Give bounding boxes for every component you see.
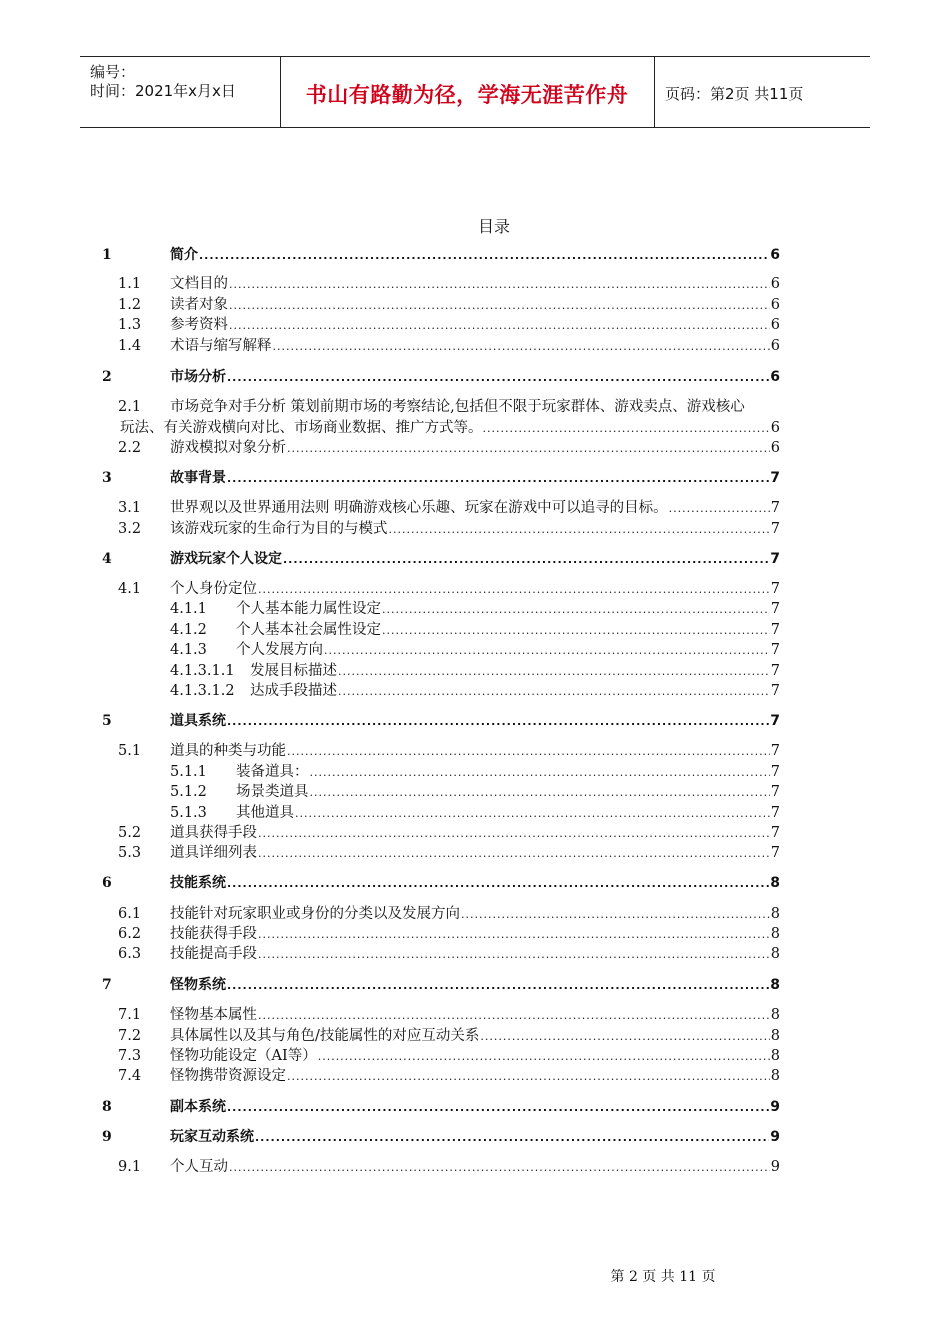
toc-leader-dots [283, 550, 769, 570]
document-date-label: 时间：2021年x月x日 [90, 82, 236, 100]
toc-entry-title: 道具的种类与功能 [170, 743, 286, 759]
toc-entry-page: 6 [770, 317, 780, 333]
toc-entry[interactable] [0, 782, 780, 802]
toc-entry-page: 7 [770, 551, 780, 567]
toc-entry-title: 玩家互动系统 [170, 1129, 254, 1145]
toc-entry-number: 5.1.2 [170, 784, 207, 800]
toc-entry-number: 7 [102, 977, 112, 993]
toc-entry[interactable] [0, 803, 780, 823]
toc-entry-number: 5.2 [118, 825, 142, 841]
toc-entry-number: 2.2 [118, 440, 142, 456]
toc-entry-page: 7 [770, 521, 780, 537]
toc-leader-dots [287, 1067, 770, 1087]
toc-leader-dots [199, 246, 769, 266]
toc-entry-page: 7 [770, 784, 780, 800]
toc-entry-number: 7.4 [118, 1068, 142, 1084]
toc-leader-dots [227, 469, 769, 489]
toc-entry[interactable] [0, 904, 780, 924]
toc-entry-number: 6 [102, 875, 112, 891]
toc-entry-page: 7 [770, 825, 780, 841]
toc-leader-dots [389, 520, 770, 540]
toc-entry-title: 个人发展方向 [236, 642, 323, 658]
toc-entry-number: 1.3 [118, 317, 142, 333]
toc-entry[interactable] [0, 367, 780, 387]
toc-entry-page: 7 [770, 845, 780, 861]
toc-leader-dots [258, 824, 770, 844]
toc-entry[interactable] [0, 1005, 780, 1025]
toc-entry-title: 市场分析 [170, 369, 226, 385]
toc-entry[interactable] [0, 640, 780, 660]
toc-entry-number: 1.4 [118, 338, 142, 354]
toc-entry[interactable] [0, 1046, 780, 1066]
toc-entry-title: 术语与缩写解释 [170, 338, 272, 354]
toc-entry-page: 6 [770, 276, 780, 292]
toc-entry-page: 8 [770, 1007, 780, 1023]
toc-entry-number: 2 [102, 369, 112, 385]
toc-entry-page: 6 [770, 420, 780, 436]
toc-leader-dots [669, 499, 770, 519]
toc-entry[interactable] [0, 843, 780, 863]
toc-entry-number: 1.2 [118, 297, 142, 313]
toc-entry-title: 副本系统 [170, 1099, 226, 1115]
toc-entry-title: 玩法、有关游戏横向对比、市场商业数据、推广方式等。 [120, 420, 483, 436]
toc-leader-dots [258, 1006, 770, 1026]
toc-entry-number: 1 [102, 247, 112, 263]
toc-entry-number: 4.1.3 [170, 642, 207, 658]
toc-entry-number: 7.1 [118, 1007, 142, 1023]
header-motto: 书山有路勤为径，学海无涯苦作舟 [305, 83, 629, 107]
toc-entry-title: 文档目的 [170, 276, 228, 292]
header-middle-cell [280, 57, 655, 127]
toc-entry-title: 故事背景 [170, 470, 226, 486]
toc-entry-page: 7 [770, 470, 780, 486]
toc-entry-title: 道具系统 [170, 713, 226, 729]
toc-entry-number: 5 [102, 713, 112, 729]
toc-entry-page: 8 [770, 926, 780, 942]
toc-entry[interactable] [0, 1157, 780, 1177]
toc-entry[interactable] [0, 620, 780, 640]
toc-entry-number: 4.1.3.1.2 [170, 683, 235, 699]
toc-title: 目录 [477, 217, 510, 236]
toc-entry-page: 6 [770, 247, 780, 263]
toc-entry-page: 7 [770, 581, 780, 597]
toc-entry[interactable] [0, 468, 780, 488]
toc-entry-number: 1.1 [118, 276, 142, 292]
toc-entry-page: 8 [770, 875, 780, 891]
toc-entry-title: 道具详细列表 [170, 845, 257, 861]
header-right-cell [655, 57, 870, 127]
toc-entry[interactable] [0, 315, 780, 335]
toc-leader-dots [273, 337, 770, 357]
toc-leader-dots [255, 1128, 769, 1148]
toc-entry-title: 简介 [170, 247, 198, 263]
toc-entry[interactable] [0, 762, 780, 782]
toc-leader-dots [318, 1047, 770, 1067]
toc-entry[interactable] [0, 549, 780, 569]
toc-entry-number: 2.1 [118, 399, 142, 415]
toc-leader-dots [295, 804, 770, 824]
toc-entry-number: 8 [102, 1099, 112, 1115]
toc-entry[interactable] [0, 274, 780, 294]
toc-entry-number: 9 [102, 1129, 112, 1145]
document-number-label: 编号： [90, 63, 136, 81]
toc-entry-number: 3 [102, 470, 112, 486]
toc-entry-number: 6.3 [118, 946, 142, 962]
toc-leader-dots [227, 976, 769, 996]
toc-entry-title: 个人互动 [170, 1159, 228, 1175]
toc-entry-title: 怪物携带资源设定 [170, 1068, 286, 1084]
toc-entry-number: 7.3 [118, 1048, 142, 1064]
toc-entry[interactable] [0, 1127, 780, 1147]
toc-entry-title: 达成手段描述 [250, 683, 337, 699]
toc-entry-page: 7 [770, 500, 780, 516]
toc-entry-title: 怪物基本属性 [170, 1007, 257, 1023]
toc-entry-page: 7 [770, 622, 780, 638]
toc-leader-dots [227, 1098, 769, 1118]
toc-leader-dots [229, 1158, 770, 1178]
toc-entry-title: 个人身份定位 [170, 581, 257, 597]
toc-leader-dots [229, 275, 770, 295]
toc-entry-title: 技能系统 [170, 875, 226, 891]
toc-entry-title: 市场竞争对手分析 策划前期市场的考察结论,包括但不限于玩家群体、游戏卖点、游戏核心 [170, 399, 745, 415]
toc-entry-number: 7.2 [118, 1028, 142, 1044]
toc-entry[interactable] [0, 681, 780, 701]
toc-leader-dots [258, 925, 770, 945]
toc-entry[interactable] [0, 661, 780, 681]
toc-entry-page: 8 [770, 1068, 780, 1084]
toc-entry-page: 7 [770, 764, 780, 780]
toc-leader-dots [310, 783, 770, 803]
toc-leader-dots [287, 742, 770, 762]
toc-entry-page: 8 [770, 977, 780, 993]
toc-entry-page: 8 [770, 906, 780, 922]
toc-entry-number: 3.1 [118, 500, 142, 516]
toc-entry-number: 4.1.3.1.1 [170, 663, 235, 679]
toc-entry-page: 7 [770, 683, 780, 699]
toc-entry-number: 4.1.1 [170, 601, 207, 617]
toc-entry-title: 个人基本社会属性设定 [236, 622, 381, 638]
toc-entry-title: 技能提高手段 [170, 946, 257, 962]
toc-leader-dots [229, 296, 770, 316]
toc-entry-page: 6 [770, 297, 780, 313]
toc-leader-dots [227, 368, 769, 388]
toc-entry[interactable] [0, 823, 780, 843]
toc-entry[interactable] [0, 245, 780, 265]
toc-entry-page: 9 [770, 1099, 780, 1115]
toc-entry-title: 发展目标描述 [250, 663, 337, 679]
toc-entry-title: 参考资料 [170, 317, 228, 333]
toc-entry[interactable] [0, 599, 780, 619]
toc-entry[interactable] [0, 1097, 780, 1117]
toc-leader-dots [227, 712, 769, 732]
toc-entry-number: 4.1 [118, 581, 142, 597]
toc-entry-continuation[interactable] [120, 418, 780, 438]
toc-entry-page: 7 [770, 713, 780, 729]
toc-leader-dots [483, 419, 771, 439]
toc-entry-number: 5.1.1 [170, 764, 207, 780]
header-left-cell [80, 57, 281, 127]
toc-entry[interactable] [0, 579, 780, 599]
toc-entry[interactable] [0, 438, 780, 458]
toc-entry[interactable] [0, 741, 780, 761]
toc-entry-number: 9.1 [118, 1159, 142, 1175]
toc-entry-title: 技能获得手段 [170, 926, 257, 942]
toc-leader-dots [258, 580, 770, 600]
toc-entry-number: 6.1 [118, 906, 142, 922]
toc-entry-number: 5.3 [118, 845, 142, 861]
toc-leader-dots [461, 905, 770, 925]
toc-entry-title: 读者对象 [170, 297, 228, 313]
toc-entry[interactable] [0, 336, 780, 356]
toc-entry-page: 6 [770, 338, 780, 354]
toc-entry-title: 怪物功能设定（AI等） [170, 1048, 317, 1064]
toc-entry-page: 8 [770, 1028, 780, 1044]
toc-leader-dots [382, 621, 770, 641]
toc-leader-dots [287, 439, 770, 459]
toc-entry-page: 9 [770, 1159, 780, 1175]
toc-leader-dots [258, 945, 770, 965]
toc-entry[interactable] [0, 519, 780, 539]
toc-entry-title: 游戏模拟对象分析 [170, 440, 286, 456]
toc-entry[interactable] [0, 975, 780, 995]
toc-entry-page: 7 [770, 601, 780, 617]
toc-entry-title: 个人基本能力属性设定 [236, 601, 381, 617]
toc-entry-page: 7 [770, 743, 780, 759]
toc-leader-dots [310, 763, 770, 783]
toc-entry[interactable] [0, 1026, 780, 1046]
toc-entry-number: 4 [102, 551, 112, 567]
toc-leader-dots [229, 316, 770, 336]
toc-entry[interactable] [0, 397, 840, 417]
toc-leader-dots [338, 682, 770, 702]
toc-entry-page: 8 [770, 946, 780, 962]
toc-entry-page: 6 [770, 440, 780, 456]
toc-entry[interactable] [0, 924, 780, 944]
toc-leader-dots [258, 844, 770, 864]
toc-entry-page: 7 [770, 663, 780, 679]
toc-entry-title: 游戏玩家个人设定 [170, 551, 282, 567]
toc-entry-title: 世界观以及世界通用法则 明确游戏核心乐趣、玩家在游戏中可以追寻的目标。 [170, 500, 668, 516]
page-footer: 第 2 页 共 11 页 [610, 1269, 716, 1285]
toc-entry-title: 技能针对玩家职业或身份的分类以及发展方向 [170, 906, 460, 922]
toc-leader-dots [382, 600, 770, 620]
toc-entry[interactable] [0, 295, 780, 315]
toc-entry-page: 7 [770, 642, 780, 658]
toc-entry[interactable] [0, 873, 780, 893]
toc-entry-title: 道具获得手段 [170, 825, 257, 841]
toc-entry-number: 5.1 [118, 743, 142, 759]
toc-entry[interactable] [0, 944, 780, 964]
toc-entry-page: 7 [770, 805, 780, 821]
toc-entry-page: 9 [770, 1129, 780, 1145]
toc-entry-title: 装备道具： [236, 764, 309, 780]
toc-entry-title: 场景类道具 [236, 784, 309, 800]
toc-entry[interactable] [0, 498, 780, 518]
toc-entry-number: 5.1.3 [170, 805, 207, 821]
toc-entry-title: 怪物系统 [170, 977, 226, 993]
toc-entry-title: 该游戏玩家的生命行为目的与模式 [170, 521, 388, 537]
toc-entry-number: 4.1.2 [170, 622, 207, 638]
toc-leader-dots [324, 641, 770, 661]
toc-entry[interactable] [0, 1066, 780, 1086]
toc-leader-dots [227, 874, 769, 894]
toc-entry-title: 其他道具 [236, 805, 294, 821]
header-page-info: 页码：第2页 共11页 [665, 85, 804, 103]
page-header [80, 56, 870, 128]
toc-entry[interactable] [0, 711, 780, 731]
toc-entry-page: 8 [770, 1048, 780, 1064]
toc-entry-number: 3.2 [118, 521, 142, 537]
toc-leader-dots [480, 1027, 769, 1047]
toc-entry-page: 6 [770, 369, 780, 385]
toc-entry-title: 具体属性以及其与角色/技能属性的对应互动关系 [170, 1028, 480, 1044]
toc-entry-number: 6.2 [118, 926, 142, 942]
toc-leader-dots [338, 662, 770, 682]
